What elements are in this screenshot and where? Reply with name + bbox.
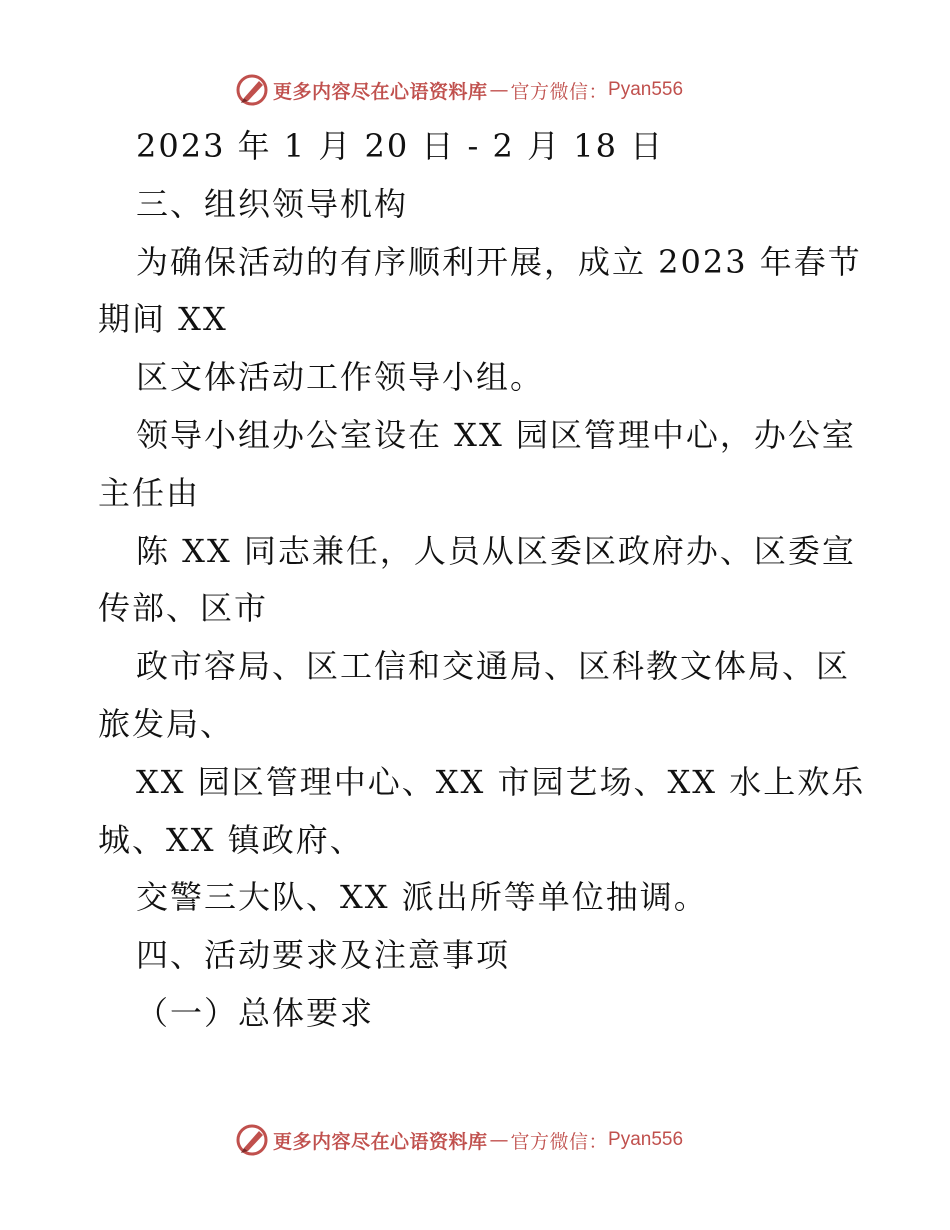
watermark-separator: — [489, 1129, 509, 1151]
section-heading: 四、活动要求及注意事项 [136, 936, 511, 975]
subsection-heading: （一）总体要求 [136, 993, 375, 1032]
text-line: 传部、区市 [98, 589, 269, 628]
document-body [98, 118, 866, 1043]
pen-logo-icon [235, 73, 269, 107]
text-line: 陈 XX 同志兼任，人员从区委区政府办、区委宣 [136, 531, 856, 570]
text-line: 政市容局、区工信和交通局、区科教文体局、区 [136, 647, 851, 686]
watermark-label: 官方微信： [510, 1130, 609, 1153]
text-line: 领导小组办公室设在 XX 园区管理中心，办公室 [136, 415, 856, 454]
watermark-id: Pyan556 [608, 79, 684, 100]
pen-logo-icon [235, 1123, 269, 1157]
watermark-label: 官方微信： [510, 80, 609, 103]
footer-watermark [235, 1122, 683, 1158]
text-line: 期间 XX [98, 300, 228, 339]
text-line: 城、XX 镇政府、 [98, 820, 364, 859]
header-watermark [235, 72, 683, 108]
text-line: 为确保活动的有序顺利开展，成立 2023 年春节 [136, 242, 862, 281]
watermark-separator: — [489, 79, 509, 101]
watermark-text: 更多内容尽在心语资料库 [273, 80, 488, 103]
text-line: 旅发局、 [98, 704, 235, 743]
text-line: 主任由 [98, 473, 201, 512]
text-line: 2023 年 1 月 20 日 - 2 月 18 日 [136, 127, 665, 165]
text-line: XX 园区管理中心、XX 市园艺场、XX 水上欢乐 [136, 762, 866, 801]
watermark-id: Pyan556 [608, 1129, 684, 1150]
watermark-text: 更多内容尽在心语资料库 [273, 1130, 488, 1153]
text-line: 交警三大队、XX 派出所等单位抽调。 [136, 878, 708, 917]
text-line: 区文体活动工作领导小组。 [136, 358, 545, 397]
section-heading: 三、组织领导机构 [136, 184, 409, 223]
